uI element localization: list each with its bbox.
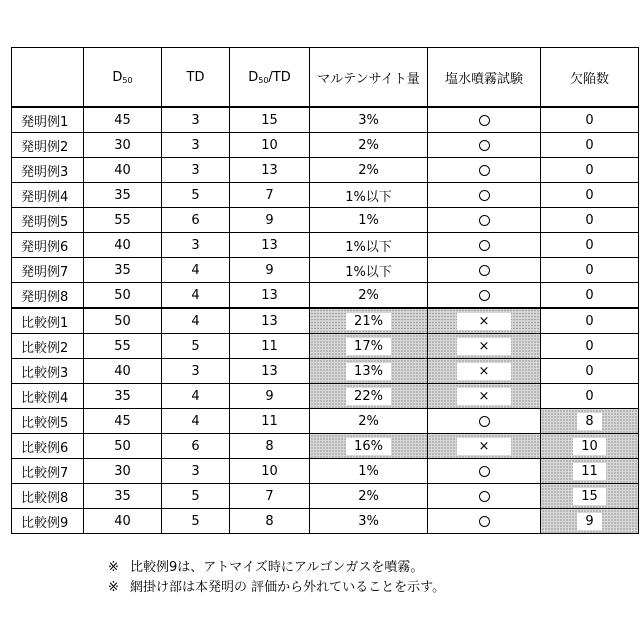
row-label: 比較例1 [12,308,84,334]
martensite-cell-value: 17% [346,338,391,355]
ratio-cell: 7 [230,484,310,509]
fail-cross-icon: × [479,364,490,379]
defects-cell [541,183,639,208]
martensite-cell-value: 1%以下 [345,265,392,280]
salt-spray-cell [428,258,541,283]
defects-cell-value: 0 [585,113,593,128]
d50-cell: 40 [84,233,162,258]
footnotes [108,558,445,598]
salt-spray-cell [428,107,541,133]
salt-spray-cell [428,208,541,233]
salt-spray-box [457,388,512,405]
martensite-cell [310,233,428,258]
d50-cell: 45 [84,107,162,133]
martensite-cell [310,183,428,208]
d50-cell: 45 [84,409,162,434]
martensite-cell [310,308,428,334]
defects-cell-value: 0 [585,138,593,153]
table-row [12,409,639,434]
martensite-cell-value: 2% [358,163,379,178]
row-label: 発明例4 [12,183,84,208]
row-label: 比較例6 [12,434,84,459]
d50-cell: 50 [84,434,162,459]
defects-cell-value: 15 [573,488,606,505]
defects-cell-value: 0 [585,389,593,404]
ratio-cell: 8 [230,509,310,534]
row-label: 発明例1 [12,107,84,133]
salt-spray-cell [428,359,541,384]
salt-spray-box [457,363,512,380]
salt-spray-cell [428,434,541,459]
td-cell: 4 [162,283,230,309]
td-cell: 3 [162,359,230,384]
pass-circle-icon [479,416,490,427]
table-row [12,183,639,208]
fail-cross-icon: × [479,314,490,329]
defects-cell-value: 11 [573,463,606,480]
table-row [12,133,639,158]
martensite-cell [310,484,428,509]
table-row [12,484,639,509]
fail-cross-icon: × [479,439,490,454]
td-cell: 3 [162,158,230,183]
row-label: 比較例9 [12,509,84,534]
defects-cell [541,258,639,283]
defects-cell [541,158,639,183]
footnote [108,558,445,578]
pass-circle-icon [479,215,490,226]
header-d50 [84,48,162,108]
table-row [12,308,639,334]
salt-spray-cell [428,409,541,434]
row-label: 発明例7 [12,258,84,283]
pass-circle-icon [479,190,490,201]
ratio-cell: 15 [230,107,310,133]
td-cell: 4 [162,409,230,434]
salt-spray-cell [428,384,541,409]
pass-circle-icon [479,140,490,151]
martensite-cell-value: 13% [346,363,391,380]
ratio-cell: 9 [230,208,310,233]
header-label [12,48,84,108]
footnote-text: 比較例9は、アトマイズ時にアルゴンガスを噴霧。 [130,560,423,575]
salt-spray-cell [428,158,541,183]
martensite-cell-value: 3% [358,113,379,128]
table-row [12,459,639,484]
table-row [12,258,639,283]
defects-cell-value: 0 [585,339,593,354]
td-cell: 3 [162,459,230,484]
ratio-cell: 13 [230,283,310,309]
table-row [12,359,639,384]
defects-cell-value: 0 [585,263,593,278]
pass-circle-icon [479,466,490,477]
ratio-cell: 13 [230,158,310,183]
martensite-cell-value: 1% [358,464,379,479]
martensite-cell [310,133,428,158]
salt-spray-cell [428,484,541,509]
martensite-cell [310,359,428,384]
defects-cell [541,107,639,133]
martensite-cell [310,283,428,309]
td-cell: 6 [162,434,230,459]
defects-cell [541,384,639,409]
salt-spray-cell [428,133,541,158]
pass-circle-icon [479,240,490,251]
td-cell: 4 [162,308,230,334]
table-row [12,158,639,183]
row-label: 比較例8 [12,484,84,509]
td-cell: 6 [162,208,230,233]
d50-cell: 35 [84,484,162,509]
d50-cell: 40 [84,359,162,384]
salt-spray-cell [428,283,541,309]
table-row [12,283,639,309]
defects-cell [541,208,639,233]
table-row [12,384,639,409]
martensite-cell [310,334,428,359]
header-salt-spray: 塩水噴霧試験 [428,48,541,108]
salt-spray-cell [428,509,541,534]
d50-cell: 35 [84,384,162,409]
row-label: 発明例2 [12,133,84,158]
defects-cell [541,434,639,459]
header-ratio-main: D [248,70,258,85]
defects-cell-value: 0 [585,288,593,303]
defects-cell-value: 8 [577,413,601,430]
row-label: 発明例5 [12,208,84,233]
header-row [12,48,639,108]
defects-cell [541,409,639,434]
ratio-cell: 13 [230,359,310,384]
martensite-cell-value: 2% [358,489,379,504]
header-ratio [230,48,310,108]
defects-cell [541,233,639,258]
defects-cell [541,484,639,509]
salt-spray-cell [428,233,541,258]
defects-cell-value: 0 [585,213,593,228]
ratio-cell: 7 [230,183,310,208]
martensite-cell [310,158,428,183]
row-label: 比較例7 [12,459,84,484]
footnote-text: 網掛け部は本発明の 評価から外れていることを示す。 [130,580,445,595]
martensite-cell-value: 21% [346,313,391,330]
defects-cell-value: 0 [585,188,593,203]
td-cell: 5 [162,509,230,534]
ratio-cell: 13 [230,233,310,258]
row-label: 発明例8 [12,283,84,309]
ratio-cell: 11 [230,334,310,359]
table-row [12,334,639,359]
defects-cell [541,283,639,309]
d50-cell: 35 [84,258,162,283]
martensite-cell-value: 2% [358,414,379,429]
defects-cell [541,359,639,384]
footnote-mark: ※ [108,558,130,578]
td-cell: 3 [162,233,230,258]
d50-cell: 55 [84,208,162,233]
row-label: 比較例5 [12,409,84,434]
pass-circle-icon [479,115,490,126]
table-row [12,107,639,133]
defects-cell [541,334,639,359]
ratio-cell: 11 [230,409,310,434]
table-row [12,509,639,534]
defects-cell-value: 0 [585,163,593,178]
row-label: 比較例3 [12,359,84,384]
martensite-cell [310,459,428,484]
header-martensite: マルテンサイト量 [310,48,428,108]
martensite-cell [310,384,428,409]
results-table [11,47,639,534]
salt-spray-cell [428,334,541,359]
table-body [12,107,639,534]
defects-cell [541,509,639,534]
table-row [12,434,639,459]
pass-circle-icon [479,516,490,527]
pass-circle-icon [479,265,490,276]
td-cell: 5 [162,334,230,359]
martensite-cell [310,258,428,283]
salt-spray-box [457,313,512,330]
defects-cell [541,459,639,484]
row-label: 比較例4 [12,384,84,409]
defects-cell [541,133,639,158]
d50-cell: 30 [84,133,162,158]
header-d50-main: D [112,70,122,85]
td-cell: 3 [162,133,230,158]
martensite-cell-value: 2% [358,138,379,153]
ratio-cell: 9 [230,258,310,283]
salt-spray-cell [428,183,541,208]
defects-cell-value: 10 [573,438,606,455]
martensite-cell [310,107,428,133]
martensite-cell-value: 1% [358,213,379,228]
martensite-cell-value: 22% [346,388,391,405]
martensite-cell-value: 2% [358,288,379,303]
footnote-mark: ※ [108,578,130,598]
header-td: TD [162,48,230,108]
table-row [12,233,639,258]
td-cell: 3 [162,107,230,133]
defects-cell-value: 0 [585,238,593,253]
pass-circle-icon [479,491,490,502]
martensite-cell-value: 1%以下 [345,240,392,255]
martensite-cell-value: 16% [346,438,391,455]
d50-cell: 30 [84,459,162,484]
header-ratio-sub: 50 [258,76,268,85]
d50-cell: 55 [84,334,162,359]
martensite-cell [310,208,428,233]
martensite-cell [310,509,428,534]
header-defects: 欠陥数 [541,48,639,108]
defects-cell-value: 0 [585,314,593,329]
td-cell: 5 [162,183,230,208]
martensite-cell [310,409,428,434]
footnote [108,578,445,598]
d50-cell: 40 [84,158,162,183]
martensite-cell-value: 1%以下 [345,190,392,205]
d50-cell: 50 [84,283,162,309]
ratio-cell: 10 [230,133,310,158]
table-row [12,208,639,233]
row-label: 発明例6 [12,233,84,258]
ratio-cell: 10 [230,459,310,484]
martensite-cell-value: 3% [358,514,379,529]
fail-cross-icon: × [479,339,490,354]
salt-spray-cell [428,308,541,334]
row-label: 比較例2 [12,334,84,359]
fail-cross-icon: × [479,389,490,404]
ratio-cell: 9 [230,384,310,409]
pass-circle-icon [479,165,490,176]
header-d50-sub: 50 [122,76,132,85]
salt-spray-box [457,438,512,455]
defects-cell [541,308,639,334]
martensite-cell [310,434,428,459]
defects-cell-value: 0 [585,364,593,379]
salt-spray-box [457,338,512,355]
header-ratio-suffix: /TD [268,70,290,85]
td-cell: 4 [162,384,230,409]
defects-cell-value: 9 [577,513,601,530]
pass-circle-icon [479,290,490,301]
td-cell: 4 [162,258,230,283]
ratio-cell: 8 [230,434,310,459]
d50-cell: 50 [84,308,162,334]
d50-cell: 35 [84,183,162,208]
d50-cell: 40 [84,509,162,534]
row-label: 発明例3 [12,158,84,183]
td-cell: 5 [162,484,230,509]
ratio-cell: 13 [230,308,310,334]
salt-spray-cell [428,459,541,484]
